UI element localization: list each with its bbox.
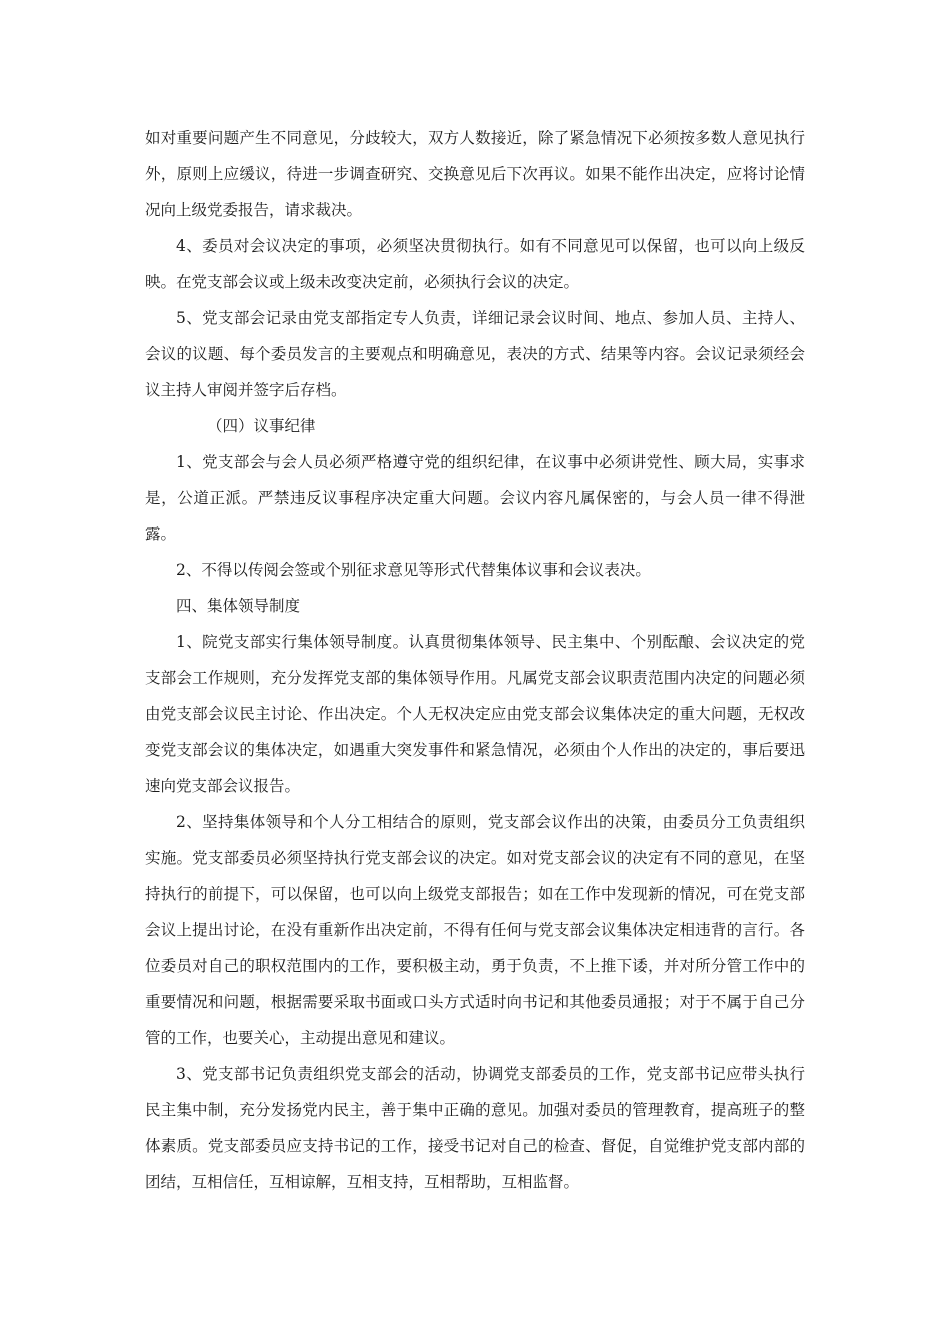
paragraph-leadership-3: 3、党支部书记负责组织党支部会的活动，协调党支部委员的工作，党支部书记应带头执行民主集中制，充分发扬党内民主，善于集中正确的意见。加强对委员的管理教育，提高班子的整体素质。党支部委员应支持书记的工作，接受书记对自己的检查、督促，自觉维护党支部内部的团结，互相信任，互相谅解，互相支持，互相帮助，互相监督。 xyxy=(145,1065,805,1191)
paragraph-continuation: 如对重要问题产生不同意见，分歧较大，双方人数接近，除了紧急情况下必须按多数人意见执行外，原则上应缓议，待进一步调查研究、交换意见后下次再议。如果不能作出决定，应将讨论情况向上级党委报告，请求裁决。 xyxy=(145,129,805,219)
section-heading-discipline: （四）议事纪律 xyxy=(207,417,316,435)
paragraph-item-4: 4、委员对会议决定的事项，必须坚决贯彻执行。如有不同意见可以保留，也可以向上级反映。在党支部会议或上级未改变决定前，必须执行会议的决定。 xyxy=(145,237,805,291)
paragraph-leadership-2: 2、坚持集体领导和个人分工相结合的原则，党支部会议作出的决策，由委员分工负责组织实施。党支部委员必须坚持执行党支部会议的决定。如对党支部会议的决定有不同的意见，在坚持执行的前提下，可以保留，也可以向上级党支部报告；如在工作中发现新的情况，可在党支部会议上提出讨论，在没有重新作出决定前，不得有任何与党支部会议集体决定相违背的言行。各位委员对自己的职权范围内的工作，要积极主动，勇于负责，不上推下诿，并对所分管工作中的重要情况和问题，根据需要采取书面或口头方式适时向书记和其他委员通报；对于不属于自己分管的工作，也要关心，主动提出意见和建议。 xyxy=(145,813,805,1047)
paragraph-discipline-1: 1、党支部会与会人员必须严格遵守党的组织纪律，在议事中必须讲党性、顾大局，实事求是，公道正派。严禁违反议事程序决定重大问题。会议内容凡属保密的，与会人员一律不得泄露。 xyxy=(145,453,805,543)
section-heading-collective-leadership: 四、集体领导制度 xyxy=(176,597,301,615)
paragraph-discipline-2: 2、不得以传阅会签或个别征求意见等形式代替集体议事和会议表决。 xyxy=(176,561,651,579)
paragraph-item-5: 5、党支部会记录由党支部指定专人负责，详细记录会议时间、地点、参加人员、主持人、会议的议题、每个委员发言的主要观点和明确意见，表决的方式、结果等内容。会议记录须经会议主持人审阅并签字后存档。 xyxy=(145,309,805,399)
document-body xyxy=(145,120,805,1200)
paragraph-leadership-1: 1、院党支部实行集体领导制度。认真贯彻集体领导、民主集中、个别酝酿、会议决定的党支部会工作规则，充分发挥党支部的集体领导作用。凡属党支部会议职责范围内决定的问题必须由党支部会议民主讨论、作出决定。个人无权决定应由党支部会议集体决定的重大问题，无权改变党支部会议的集体决定，如遇重大突发事件和紧急情况，必须由个人作出的决定的，事后要迅速向党支部会议报告。 xyxy=(145,633,805,795)
